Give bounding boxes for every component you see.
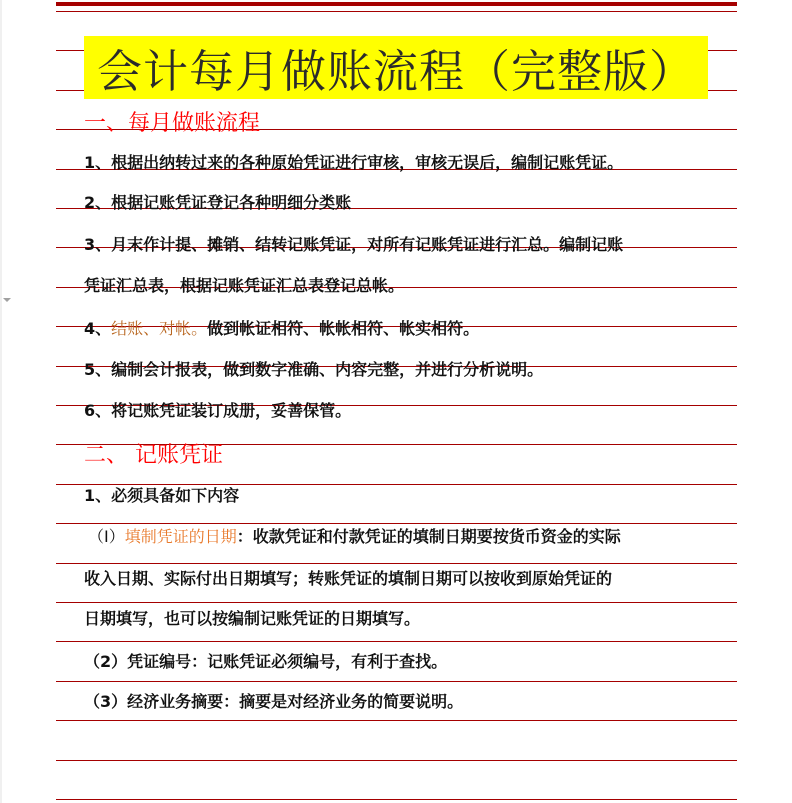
page-left-edge: [0, 0, 2, 803]
ruled-line: [56, 681, 737, 682]
point-1-line-3: 日期填写，也可以按编制记账凭证的日期填写。: [84, 609, 421, 628]
header-thick-rule: [56, 2, 737, 6]
step-3-line-2: 凭证汇总表，根据记账凭证汇总表登记总帐。: [84, 276, 405, 295]
step-3-line-1: 3、月末作计提、摊销、结转记账凭证，对所有记账凭证进行汇总。编制记账: [84, 235, 624, 254]
ruled-line: [56, 720, 737, 721]
ruled-line: [56, 641, 737, 642]
step-5: 5、编制会计报表，做到数字准确、内容完整，并进行分析说明。: [84, 360, 544, 379]
subheading-required-content: 1、必须具备如下内容: [84, 486, 240, 505]
step-2: 2、根据记账凭证登记各种明细分类账: [84, 193, 352, 212]
step-6: 6、将记账凭证装订成册，妥善保管。: [84, 401, 352, 420]
ruled-line: [56, 760, 737, 761]
point-1-prefix: （I）: [88, 527, 125, 546]
header-thin-rule: [56, 11, 737, 12]
ruled-line: [56, 563, 737, 564]
section-heading-1: 一、每月做账流程: [84, 111, 261, 136]
point-1-line-1: [88, 524, 621, 547]
margin-marker-icon: [3, 298, 11, 302]
point-1-line-2: 收入日期、实际付出日期填写；转账凭证的填制日期可以按收到原始凭证的: [84, 569, 613, 588]
document-title: 会计每月做账流程（完整版）: [96, 45, 695, 98]
point-2: （2）凭证编号：记账凭证必须编号，有利于查找。: [84, 652, 448, 671]
step-4: [84, 316, 479, 339]
ruled-line: [56, 799, 737, 800]
step-1: 1、根据出纳转过来的各种原始凭证进行审核，审核无误后，编制记账凭证。: [84, 153, 624, 172]
step-4-prefix: 4、: [84, 319, 112, 338]
point-1-text: ：收款凭证和付款凭证的填制日期要按货币资金的实际: [236, 527, 621, 546]
point-3: （3）经济业务摘要：摘要是对经济业务的简要说明。: [84, 692, 464, 711]
section-heading-2: 二、 记账凭证: [84, 443, 223, 468]
point-1-highlight: 填制凭证的日期: [124, 527, 237, 546]
document-title-highlight: [84, 36, 708, 99]
step-4-text: 做到帐证相符、帐帐相符、帐实相符。: [207, 319, 480, 338]
step-4-highlight: 结账、对帐。: [111, 319, 208, 338]
ruled-line: [56, 602, 737, 603]
